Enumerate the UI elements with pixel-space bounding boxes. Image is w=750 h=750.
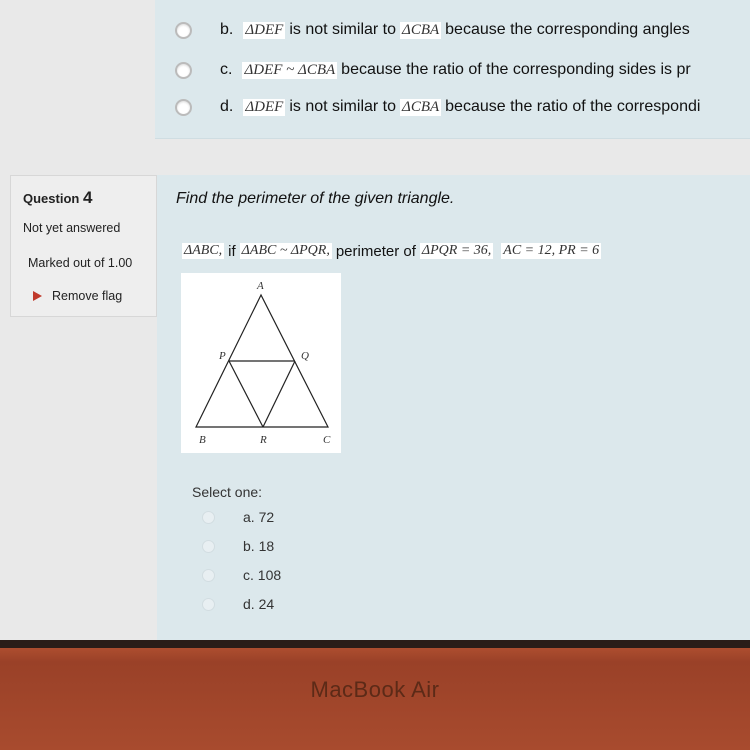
option-text: is not similar to [289,21,397,38]
triangle-diagram [181,273,341,453]
option-letter: c. [220,61,233,78]
radio-button[interactable] [202,569,215,582]
math-expression: ΔDEF ~ ΔCBA [244,61,336,78]
math-expression: ΔDEF [245,98,284,115]
flag-icon [33,291,42,301]
brand-label: MacBook Air [310,677,440,702]
radio-button[interactable] [202,511,215,524]
prev-option-c[interactable] [175,56,691,84]
math-expression: ΔABC, [184,243,223,258]
option-text: because the ratio of the correspondi [445,98,701,115]
option-text: because the corresponding angles [445,21,690,38]
triangle-figure [181,273,341,453]
math-expression: ΔPQR = 36, [421,243,492,258]
label-a: A [257,280,264,292]
math-expression: ΔABC ~ ΔPQR, [241,243,330,258]
select-one-label: Select one: [192,484,263,500]
segment-pr [229,361,263,427]
question-label: Question [23,191,80,206]
question-state: Not yet answered [23,221,121,235]
math-expression: ΔCBA [402,98,440,115]
given-statement [178,239,605,263]
math-expression: ΔCBA [402,21,440,38]
math-expression: ΔDEF [245,21,284,38]
choice-label: b. 18 [243,538,275,554]
question-info-box [10,175,157,317]
label-c: C [323,434,331,446]
remove-flag-label: Remove flag [52,289,123,303]
choice-label: c. 108 [243,567,282,583]
option-text: is not similar to [289,98,397,115]
laptop-bezel [0,640,750,750]
given-text: perimeter of [335,242,416,260]
prev-option-d[interactable] [175,93,700,121]
label-p: P [219,350,226,362]
question-number-value: 4 [82,188,93,207]
radio-button[interactable] [202,540,215,553]
bezel-edge [0,640,750,648]
label-r: R [260,434,267,446]
previous-question-panel [155,0,750,139]
option-text: because the ratio of the corresponding sides is pr [341,61,691,78]
radio-button[interactable] [202,598,215,611]
answer-choice-b[interactable] [202,536,274,556]
question-prompt: Find the perimeter of the given triangle. [176,190,455,207]
given-text: if [228,242,236,260]
radio-button[interactable] [175,22,192,39]
question-number [23,188,92,208]
choice-label: d. 24 [243,596,275,612]
label-q: Q [301,350,309,362]
remove-flag-button[interactable] [33,289,122,303]
question-content [157,175,750,640]
option-letter: d. [220,98,234,115]
option-letter: b. [220,21,234,38]
answer-choice-a[interactable] [202,507,274,527]
radio-button[interactable] [175,62,192,79]
label-b: B [199,434,206,446]
segment-qr [263,361,295,427]
choice-label: a. 72 [243,509,275,525]
math-expression: AC = 12, PR = 6 [503,243,600,258]
prev-option-b[interactable] [175,16,690,44]
radio-button[interactable] [175,99,192,116]
question-marks: Marked out of 1.00 [28,256,133,270]
answer-choice-d[interactable] [202,594,274,614]
answer-choice-c[interactable] [202,565,281,585]
